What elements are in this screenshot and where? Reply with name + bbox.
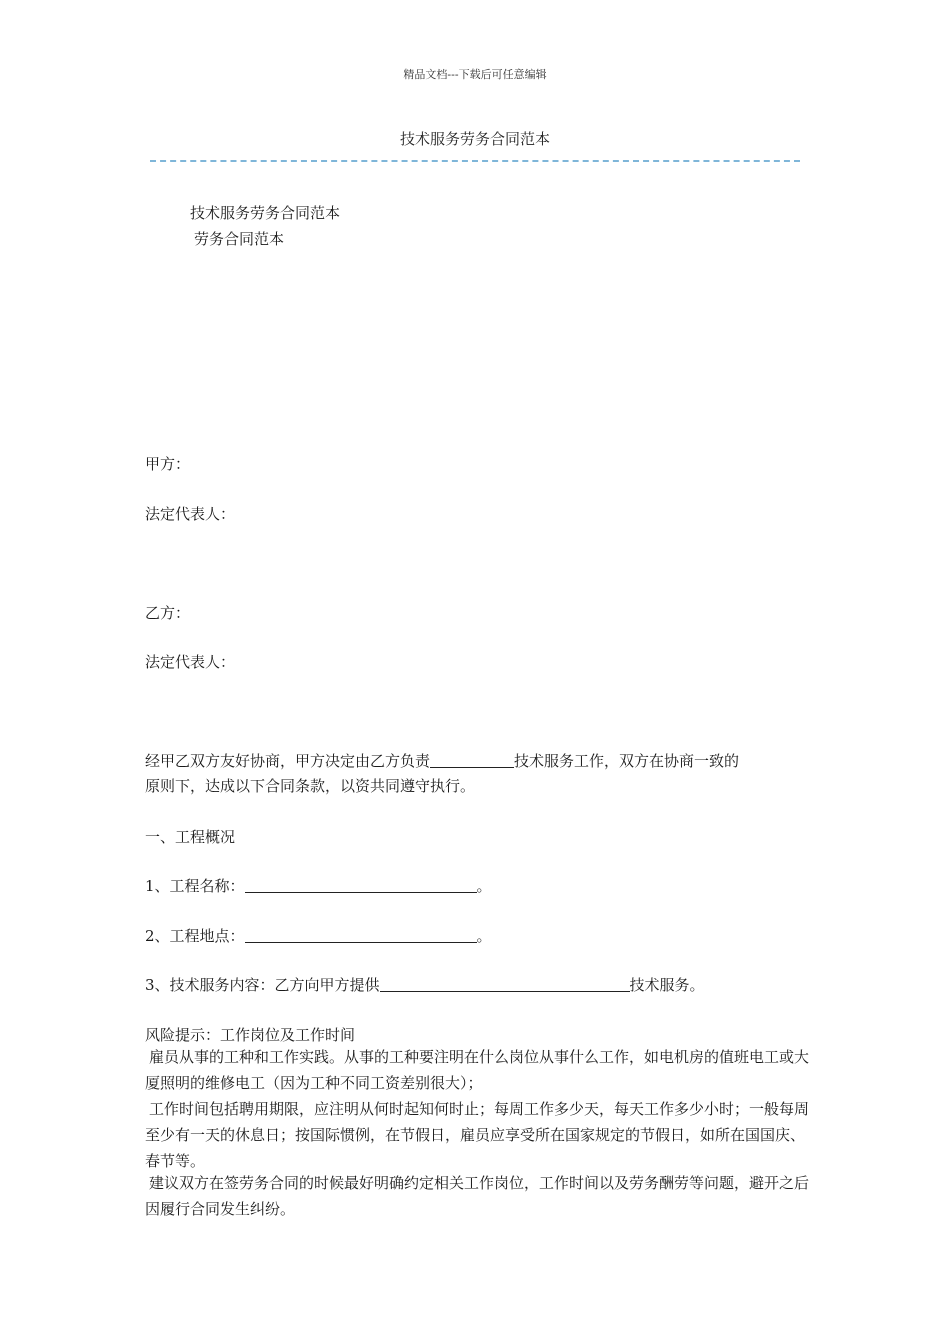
project-name-label: 1、工程名称： (145, 877, 245, 895)
service-content-label: 3、技术服务内容：乙方向甲方提供 (145, 976, 380, 994)
project-name-blank (245, 878, 477, 893)
risk-paragraph-1: 雇员从事的工种和工作实践。从事的工种要注明在什么岗位从事什么工作，如电机房的值班电工或大厦照明的维修电工（因为工种不同工资差别很大）； (145, 1048, 810, 1092)
project-name-end: 。 (476, 877, 492, 895)
service-content-blank (380, 977, 630, 992)
header-divider (150, 160, 800, 162)
risk-paragraph-2: 工作时间包括聘用期限，应注明从何时起知何时止；每周工作多少天，每天工作多少小时；一般每周至少有一天的休息日；按国际惯例，在节假日，雇员应享受所在国家规定的节假日，如所在国国庆、春节等。 (145, 1100, 810, 1170)
party-b-representative-label: 法定代表人： (145, 653, 236, 671)
section-heading: 一、工程概况 (145, 828, 236, 846)
project-location-blank (245, 928, 477, 943)
preamble-text-1: 经甲乙双方友好协商，甲方决定由乙方负责 (145, 752, 431, 770)
project-location-line (145, 925, 492, 946)
preamble-line-2: 原则下，达成以下合同条款，以资共同遵守执行。 (145, 777, 476, 795)
header-note: 精品文档---下载后可任意编辑 (403, 68, 547, 81)
intro-subtitle: 劳务合同范本 (194, 230, 285, 248)
risk-paragraph-3: 建议双方在签劳务合同的时候最好明确约定相关工作岗位，工作时间以及劳务酬劳等问题，避开之后因履行合同发生纠纷。 (145, 1174, 810, 1218)
service-blank (430, 753, 514, 768)
intro-title: 技术服务劳务合同范本 (190, 204, 341, 222)
project-name-line (145, 875, 492, 896)
party-a-representative-label: 法定代表人： (145, 505, 236, 523)
party-a-label: 甲方： (145, 455, 191, 473)
document-title: 技术服务劳务合同范本 (399, 130, 550, 148)
party-b-label: 乙方： (145, 604, 191, 622)
project-location-end: 。 (476, 927, 492, 945)
project-location-label: 2、工程地点： (145, 927, 245, 945)
risk-heading: 风险提示：工作岗位及工作时间 (145, 1026, 356, 1044)
preamble-line-1 (145, 750, 739, 771)
preamble-text-2: 技术服务工作，双方在协商一致的 (514, 752, 740, 770)
service-content-line (145, 974, 705, 995)
service-content-end: 技术服务。 (629, 976, 705, 994)
